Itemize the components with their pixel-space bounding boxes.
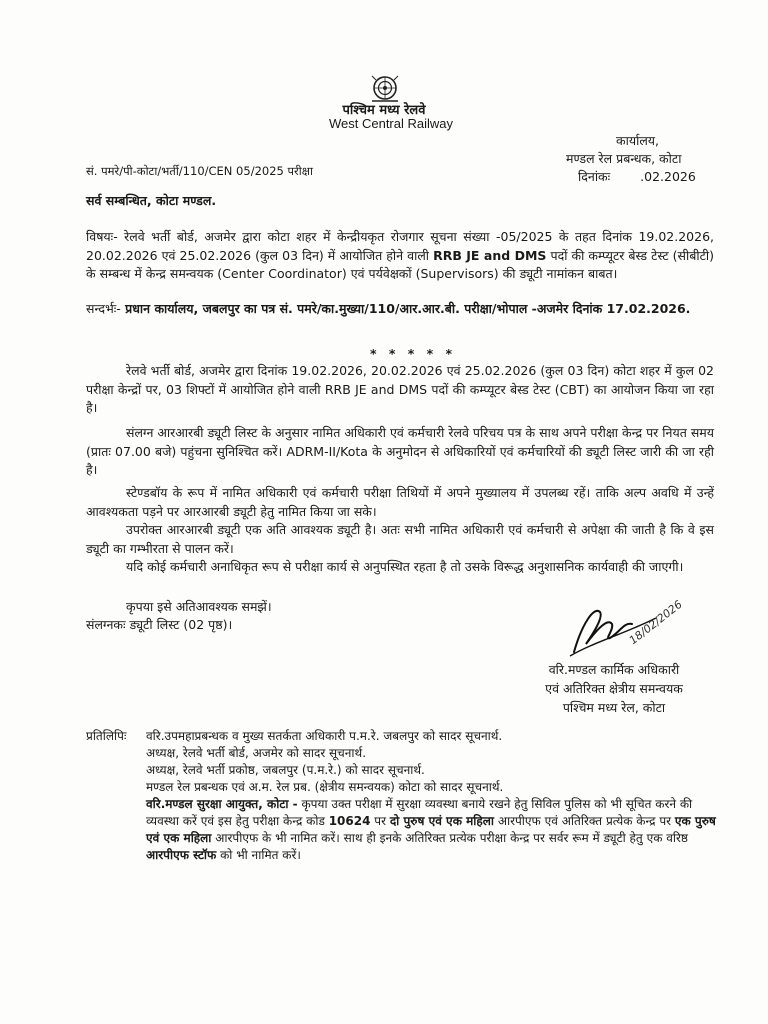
org-name-hindi: पश्चिम मध्य रेलवे	[342, 103, 426, 118]
office-line-2: मण्डल रेल प्रबन्धक, कोटा	[566, 151, 682, 166]
copy-item-1: वरि.उपमहाप्रबन्धक व मुख्य सतर्कता अधिकारी प.म.रे. जबलपुर को सादर सूचनार्थ.	[146, 729, 503, 743]
designation-block	[514, 660, 714, 717]
reference-block	[86, 300, 714, 319]
center-code: 10624	[328, 814, 371, 828]
paragraph-3b: उपरोक्त आरआरबी ड्यूटी एक अति आवश्यक ड्यूटी है। अतः सभी नामित अधिकारी एवं कर्मचारी से अपेक्षा की जाती है कि वे इस ड्यूटी का गम्भीरता से पालन करें।	[86, 522, 714, 556]
closing-line: कृपया इसे अतिआवश्यक समझें।	[126, 599, 272, 614]
copy-to-list	[146, 728, 716, 864]
org-name-english: West Central Railway	[328, 116, 454, 131]
copy-item-5-bold-2: दो पुरुष एवं एक महिला	[389, 814, 494, 828]
copy-to-section	[86, 728, 716, 898]
copy-item-5-head: वरि.मण्डल सुरक्षा आयुक्त, कोटा -	[146, 797, 298, 811]
copy-item-5-text-5: को भी नामित करें।	[216, 848, 301, 862]
subject-text-2: पदों की कम्प्यूटर बेस्ड टेस्ट (सीबीटी) के सम्बन्ध में केन्द्र समन्वयक (Center Coordinator) एवं पर्यवेक्षकों (Supervisors) की ड्यूटी नामांकन बाबत।	[86, 247, 715, 281]
separator: * * * * *	[370, 346, 457, 361]
paragraph-2: संलग्न आरआरबी ड्यूटी लिस्ट के अनुसार नामित अधिकारी एवं कर्मचारी रेलवे परिचय पत्र के साथ अपने परीक्षा केन्द्र पर नियत समय (प्रातः 07.00 बजे) पहुंचना सुनिश्चित करें। ADRM-II/Kota के अनुमोदन से अधिकारियों एवं कर्मचारियों की ड्यूटी लिस्ट जारी की जा रही है।	[86, 425, 714, 477]
enclosure-line: संलग्नकः ड्यूटी लिस्ट (02 पृष्ठ)।	[86, 617, 233, 632]
office-date	[566, 168, 696, 186]
office-line-1: कार्यालय,	[616, 133, 660, 148]
date-label: दिनांकः	[578, 169, 611, 184]
copy-item-3: अध्यक्ष, रेलवे भर्ती प्रकोष्ठ, जबलपुर (प.म.रे.) को सादर सूचनार्थ.	[146, 763, 425, 777]
copy-item-4: मण्डल रेल प्रबन्धक एवं अ.म. रेल प्रब. (क्षेत्रीय समन्वयक) कोटा को सादर सूचनार्थ.	[146, 780, 504, 794]
designation-line-3: पश्चिम मध्य रेल, कोटा	[562, 700, 666, 715]
copy-item-5-text-3: आरपीएफ एवं अतिरिक्त प्रत्येक केन्द्र पर	[494, 814, 675, 828]
salutation: सर्व सम्बन्धित, कोटा मण्डल.	[86, 193, 217, 208]
copy-item-2: अध्यक्ष, रेलवे भर्ती बोर्ड, अजमेर को सादर सूचनार्थ.	[146, 746, 367, 760]
subject-block	[86, 228, 714, 284]
copy-to-label: प्रतिलिपिः	[86, 729, 127, 743]
date-value: .02.2026	[640, 169, 696, 184]
reference-label: सन्दर्भः-	[86, 301, 121, 316]
signature-date: 18/02/2026	[626, 597, 685, 648]
designation-line-1: वरि.मण्डल कार्मिक अधिकारी	[548, 662, 680, 677]
paragraph-3	[86, 484, 714, 577]
designation-line-2: एवं अतिरिक्त क्षेत्रीय समन्वयक	[545, 681, 683, 696]
office-address	[566, 132, 696, 186]
paragraph-3a: स्टेण्डबॉय के रूप में नामित अधिकारी एवं कर्मचारी परीक्षा तिथियों में अपने मुख्यालय में उपलब्ध रहें। ताकि अल्प अवधि में उन्हें आवश्यकता पड़ने पर आरआरबी ड्यूटी हेतु नामित किया जा सके।	[86, 485, 714, 519]
reference-number: सं. पमरे/पी-कोटा/भर्ती/110/CEN 05/2025 परीक्षा	[86, 164, 313, 178]
copy-item-5	[146, 796, 716, 864]
reference-text: प्रधान कार्यालय, जबलपुर का पत्र सं. पमरे/का.मुख्या/110/आर.आर.बी. परीक्षा/भोपाल -अजमेर दिनांक 17.02.2026.	[120, 301, 691, 316]
subject-text-1: रेलवे भर्ती बोर्ड, अजमेर द्वारा कोटा शहर में केन्द्रीयकृत रोजगार सूचना संख्या -05/2025 के तहत दिनांक 19.02.2026, 20.02.2026 एवं 25.02.2026 (कुल 03 दिन) में आयोजित होने वाली	[86, 229, 714, 263]
copy-item-5-text-1: कृपया उक्त परीक्षा में सुरक्षा व्यवस्था बनाये रखने हेतु सिविल पुलिस को भी सूचित करने की व्यवस्था करें एवं इस हेतु परीक्षा केन्द्र कोड	[146, 797, 693, 828]
paragraph-1: रेलवे भर्ती बोर्ड, अजमेर द्वारा दिनांक 19.02.2026, 20.02.2026 एवं 25.02.2026 (कुल 03 दिन) कोटा शहर में कुल 02 परीक्षा केन्द्रों पर, 03 शिफ्टों में आयोजित होने वाली RRB JE and DMS पदों की कम्प्यूटर बेस्ड टेस्ट (CBT) का आयोजन किया जा रहा है।	[86, 363, 714, 415]
copy-item-5-text-2: पर	[370, 814, 390, 828]
copy-item-5-text-4: आरपीएफ के भी नामित करें। साथ ही इनके अतिरिक्त प्रत्येक परीक्षा केन्द्र पर सर्वर रूम में ड्यूटी हेतु एक वरिष्ठ	[211, 831, 688, 845]
subject-label: विषयः-	[86, 229, 118, 244]
copy-item-5-bold-4: आरपीएफ स्टॉफ	[146, 848, 217, 862]
subject-bold: RRB JE and DMS	[433, 247, 547, 263]
copy-item-5-bold-3: एक पुरुष एवं एक महिला	[146, 814, 716, 845]
paragraph-3c: यदि कोई कर्मचारी अनाधिकृत रूप से परीक्षा कार्य से अनुपस्थित रहता है तो उसके विरूद्ध अनुशासनिक कार्यवाही की जाएगी।	[126, 559, 684, 574]
